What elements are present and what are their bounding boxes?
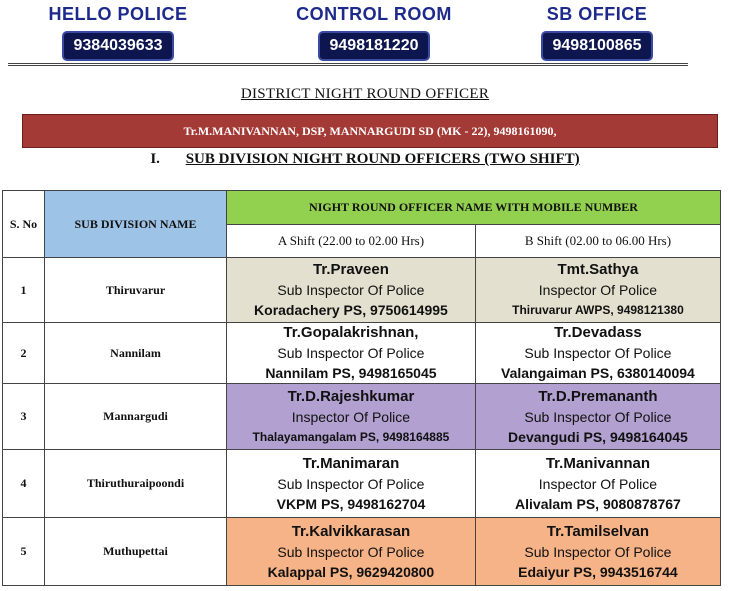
row-division: Mannargudi bbox=[45, 384, 227, 450]
officer-station: Nannilam PS, 9498165045 bbox=[265, 365, 437, 381]
table-row bbox=[3, 384, 721, 450]
officer-station: Valangaiman PS, 6380140094 bbox=[501, 365, 695, 381]
section-number: I. bbox=[150, 151, 160, 167]
officer-name: Tr.Tamilselvan bbox=[546, 522, 650, 540]
shift-a-officer bbox=[227, 450, 476, 518]
officer-name: Tr.Praveen bbox=[312, 261, 389, 278]
officer-designation: Sub Inspector Of Police bbox=[277, 282, 425, 298]
shift-a-officer bbox=[227, 323, 476, 384]
district-title: DISTRICT NIGHT ROUND OFFICER bbox=[240, 86, 490, 102]
officer-designation: Sub Inspector Of Police bbox=[524, 345, 672, 361]
contact-control-room bbox=[284, 4, 464, 61]
officer-station: Kalappal PS, 9629420800 bbox=[267, 563, 435, 580]
row-sno: 1 bbox=[3, 258, 45, 323]
row-division: Muthupettai bbox=[45, 518, 227, 586]
row-sno: 3 bbox=[3, 384, 45, 450]
officer-name: Tr.D.Rajeshkumar bbox=[287, 387, 415, 405]
table-row bbox=[3, 518, 721, 586]
officer-designation: Sub Inspector Of Police bbox=[277, 543, 425, 560]
sno-header: S. No bbox=[3, 191, 45, 258]
contact-number: 9498100865 bbox=[541, 31, 654, 61]
divider bbox=[8, 63, 688, 64]
contact-label: CONTROL ROOM bbox=[296, 4, 452, 24]
officer-name: Tmt.Sathya bbox=[557, 261, 639, 278]
row-division: Thiruvarur bbox=[45, 258, 227, 323]
section-title bbox=[0, 151, 730, 168]
district-officer-bar bbox=[22, 114, 718, 148]
district-officer: Tr.M.MANIVANNAN, DSP, MANNARGUDI SD (MK - 22), 9498161090, bbox=[183, 123, 557, 138]
section-title-text: SUB DIVISION NIGHT ROUND OFFICERS (TWO SHIFT) bbox=[185, 151, 580, 167]
officer-designation: Sub Inspector Of Police bbox=[277, 475, 425, 492]
officer-name: Tr.Kalvikkarasan bbox=[291, 522, 411, 540]
officer-header: NIGHT ROUND OFFICER NAME WITH MOBILE NUMBER bbox=[227, 191, 721, 225]
shift-b-officer bbox=[475, 518, 720, 586]
officer-designation: Inspector Of Police bbox=[538, 282, 658, 298]
officer-name: Tr.Gopalakrishnan, bbox=[283, 324, 419, 341]
shift-b-header: B Shift (02.00 to 06.00 Hrs) bbox=[475, 225, 720, 258]
divider bbox=[8, 65, 688, 66]
table-row bbox=[3, 450, 721, 518]
contact-number: 9498181220 bbox=[318, 31, 431, 61]
officer-name: Tr.Devadass bbox=[554, 324, 642, 341]
contact-label: HELLO POLICE bbox=[48, 4, 188, 24]
shift-b-officer bbox=[475, 323, 720, 384]
row-division: Nannilam bbox=[45, 323, 227, 384]
officer-designation: Sub Inspector Of Police bbox=[277, 345, 425, 361]
division-header: SUB DIVISION NAME bbox=[45, 191, 227, 258]
shift-b-officer bbox=[475, 450, 720, 518]
contact-number: 9384039633 bbox=[62, 31, 175, 61]
contact-hello-police bbox=[38, 4, 198, 61]
officer-station: Koradachery PS, 9750614995 bbox=[254, 302, 448, 318]
officer-station: Edaiyur PS, 9943516744 bbox=[518, 563, 678, 580]
officer-designation: Inspector Of Police bbox=[291, 408, 411, 425]
contact-label: SB OFFICE bbox=[546, 4, 648, 24]
officer-station: Alivalam PS, 9080878767 bbox=[515, 495, 681, 512]
row-sno: 4 bbox=[3, 450, 45, 518]
officer-designation: Inspector Of Police bbox=[538, 475, 658, 492]
officer-station: Devangudi PS, 9498164045 bbox=[508, 428, 688, 445]
shift-a-officer bbox=[227, 518, 476, 586]
row-division: Thiruthuraipoondi bbox=[45, 450, 227, 518]
shift-b-officer bbox=[475, 384, 720, 450]
shift-a-officer bbox=[227, 384, 476, 450]
officer-name: Tr.Manimaran bbox=[302, 454, 400, 472]
table-row bbox=[3, 323, 721, 384]
officer-station: Thalayamangalam PS, 9498164885 bbox=[252, 429, 450, 444]
night-round-table bbox=[2, 190, 721, 586]
officer-designation: Sub Inspector Of Police bbox=[524, 408, 672, 425]
row-sno: 5 bbox=[3, 518, 45, 586]
shift-b-officer bbox=[475, 258, 720, 323]
officer-station: VKPM PS, 9498162704 bbox=[276, 495, 426, 512]
shift-a-officer bbox=[227, 258, 476, 323]
officer-name: Tr.D.Premananth bbox=[538, 387, 658, 405]
officer-name: Tr.Manivannan bbox=[545, 454, 651, 472]
officer-station: Thiruvarur AWPS, 9498121380 bbox=[512, 303, 684, 317]
row-sno: 2 bbox=[3, 323, 45, 384]
shift-a-header: A Shift (22.00 to 02.00 Hrs) bbox=[227, 225, 476, 258]
officer-designation: Sub Inspector Of Police bbox=[524, 543, 672, 560]
table-row bbox=[3, 258, 721, 323]
contact-sb-office bbox=[522, 4, 672, 61]
